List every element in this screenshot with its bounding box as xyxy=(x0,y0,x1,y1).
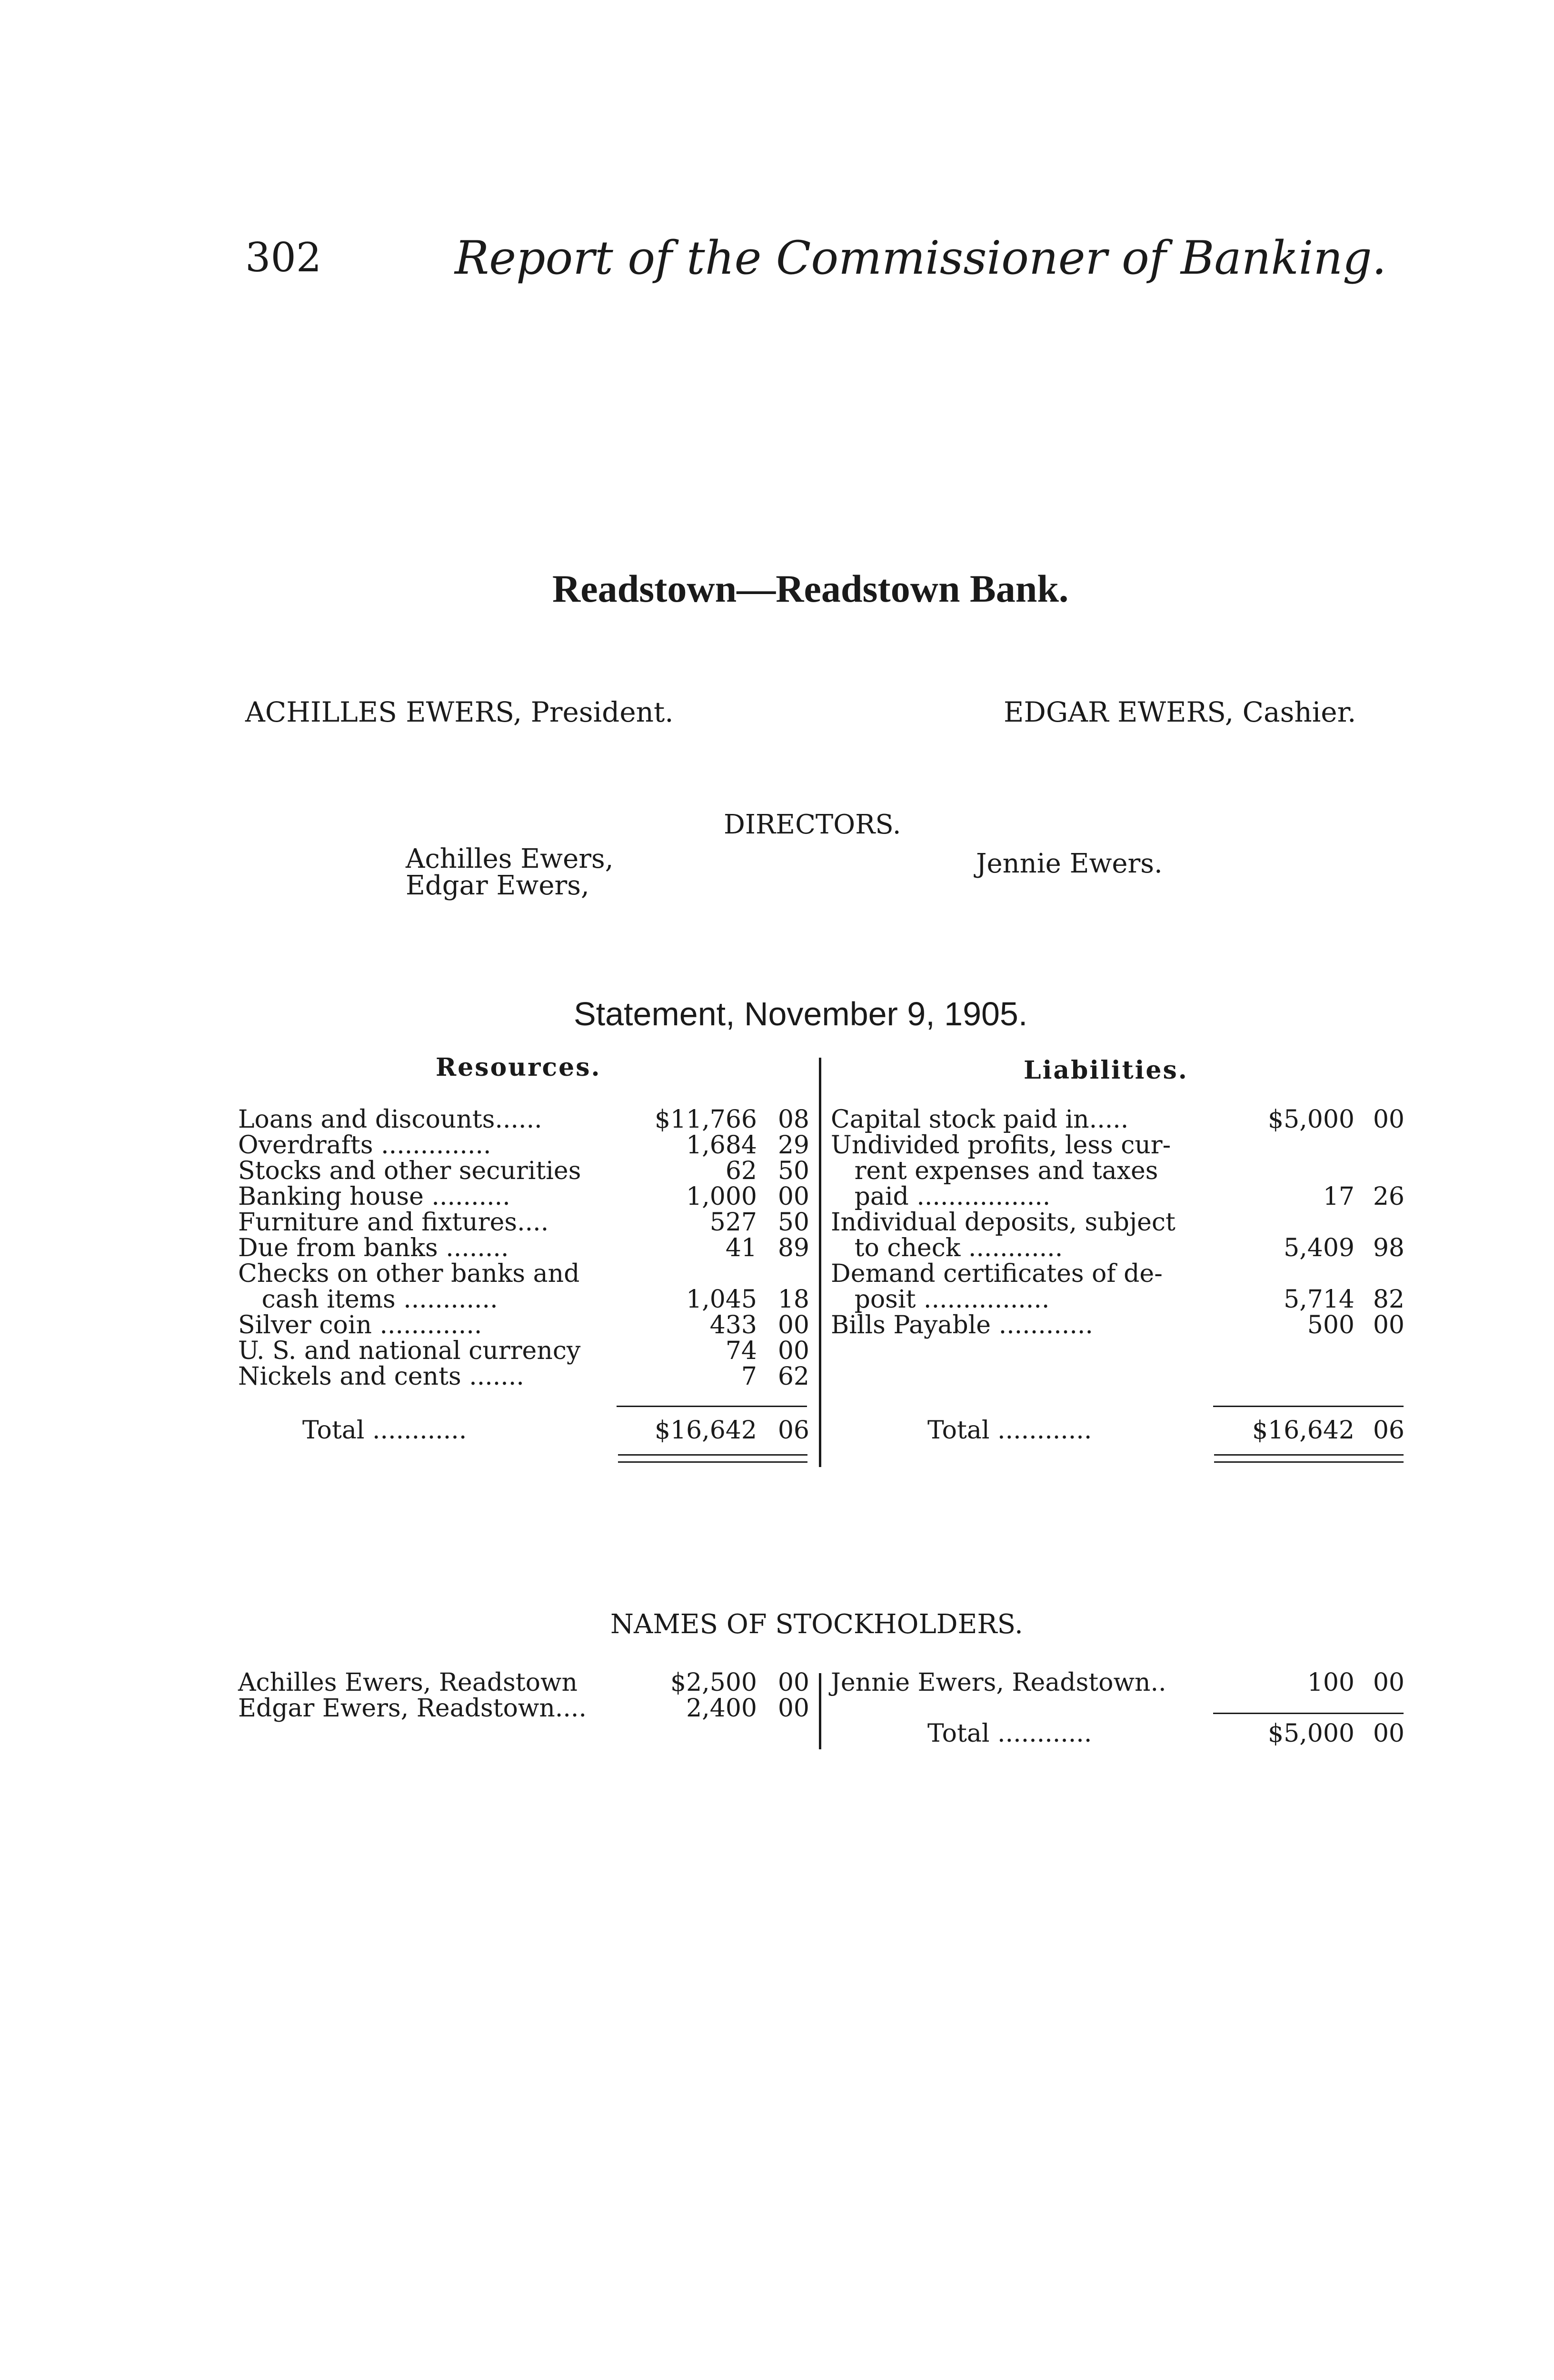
row-dollars: 17 xyxy=(1323,1182,1355,1211)
resources-total-dollars: $16,642 xyxy=(654,1416,757,1445)
row-cents: 00 xyxy=(1373,1105,1405,1134)
resources-total-label: Total ............ xyxy=(302,1416,467,1445)
table-row xyxy=(831,1210,1407,1235)
row-dollars: 1,045 xyxy=(686,1285,757,1314)
row-label: Banking house .......... xyxy=(238,1182,510,1211)
liabilities-heading: Liabilities. xyxy=(1024,1056,1188,1085)
column-divider xyxy=(819,1058,821,1467)
row-label: Nickels and cents ....... xyxy=(238,1362,524,1391)
total-rule xyxy=(617,1406,807,1407)
table-row xyxy=(238,1338,814,1364)
row-label: rent expenses and taxes xyxy=(831,1157,1158,1185)
row-label: Undivided profits, less cur- xyxy=(831,1131,1171,1160)
row-label: Furniture and fixtures.... xyxy=(238,1208,549,1237)
row-label: Demand certificates of de- xyxy=(831,1259,1163,1288)
row-label: Silver coin ............. xyxy=(238,1311,482,1339)
row-dollars: 500 xyxy=(1307,1311,1355,1339)
table-row xyxy=(831,1287,1407,1312)
stockholder-name: Edgar Ewers, Readstown.... xyxy=(238,1694,587,1723)
row-label: Loans and discounts...... xyxy=(238,1105,542,1134)
row-dollars: $5,000 xyxy=(1268,1105,1355,1134)
cashier-line: EDGAR EWERS, Cashier. xyxy=(1004,696,1356,728)
row-dollars: 1,684 xyxy=(686,1131,757,1160)
stockholders-right xyxy=(831,1670,1407,1696)
row-cents: 50 xyxy=(777,1208,809,1237)
row-cents: 08 xyxy=(777,1105,809,1134)
stockholders-left xyxy=(238,1670,814,1721)
table-row xyxy=(831,1107,1407,1132)
row-dollars: 433 xyxy=(709,1311,757,1339)
row-cents: 00 xyxy=(777,1337,809,1365)
list-item xyxy=(831,1670,1407,1696)
statement-title: Statement, November 9, 1905. xyxy=(574,995,1028,1032)
row-cents: 00 xyxy=(777,1182,809,1211)
row-cents: 29 xyxy=(777,1131,809,1160)
total-rule xyxy=(1213,1406,1404,1407)
page-number: 302 xyxy=(245,234,322,281)
director-name: Edgar Ewers, xyxy=(406,870,589,901)
row-label: Checks on other banks and xyxy=(238,1259,580,1288)
row-cents: 00 xyxy=(1373,1311,1405,1339)
row-cents: 82 xyxy=(1373,1285,1405,1314)
table-row xyxy=(831,1261,1407,1287)
stockholder-dollars: 2,400 xyxy=(686,1694,757,1723)
table-row xyxy=(238,1312,814,1338)
row-cents: 62 xyxy=(777,1362,809,1391)
director-name: Jennie Ewers. xyxy=(976,848,1163,879)
stockholders-total-label: Total ............ xyxy=(927,1719,1092,1748)
stockholder-name: Achilles Ewers, Readstown xyxy=(238,1668,578,1697)
table-row xyxy=(238,1210,814,1235)
table-row xyxy=(238,1132,814,1158)
row-dollars: 7 xyxy=(741,1362,757,1391)
row-label: Overdrafts .............. xyxy=(238,1131,491,1160)
table-row xyxy=(238,1107,814,1132)
row-dollars: 1,000 xyxy=(686,1182,757,1211)
row-dollars: 62 xyxy=(725,1157,757,1185)
table-row xyxy=(238,1364,814,1389)
row-label: U. S. and national currency xyxy=(238,1337,581,1365)
column-divider xyxy=(819,1673,821,1749)
row-label: posit ................ xyxy=(831,1285,1050,1314)
stockholders-total-cents: 00 xyxy=(1373,1719,1405,1748)
stockholder-cents: 00 xyxy=(1373,1668,1405,1697)
row-cents: 89 xyxy=(777,1234,809,1262)
table-row xyxy=(238,1235,814,1261)
table-row xyxy=(831,1235,1407,1261)
row-label: cash items ............ xyxy=(238,1285,498,1314)
stockholder-cents: 00 xyxy=(777,1694,809,1723)
total-rule xyxy=(1213,1713,1404,1714)
directors-heading: DIRECTORS. xyxy=(724,809,901,840)
table-row xyxy=(238,1287,814,1312)
row-label: Bills Payable ............ xyxy=(831,1311,1093,1339)
row-cents: 18 xyxy=(777,1285,809,1314)
table-row xyxy=(831,1312,1407,1338)
liabilities-total-label: Total ............ xyxy=(927,1416,1092,1445)
president-line: ACHILLES EWERS, President. xyxy=(245,696,674,728)
row-dollars: 41 xyxy=(725,1234,757,1262)
resources-heading: Resources. xyxy=(436,1053,601,1082)
row-label: Capital stock paid in..... xyxy=(831,1105,1129,1134)
running-title: Report of the Commissioner of Banking. xyxy=(455,231,1387,285)
stockholder-name: Jennie Ewers, Readstown.. xyxy=(831,1668,1166,1697)
row-dollars: 5,409 xyxy=(1284,1234,1355,1262)
resources-table xyxy=(238,1107,814,1389)
list-item xyxy=(238,1696,814,1721)
stockholders-total-dollars: $5,000 xyxy=(1268,1719,1355,1748)
row-label: to check ............ xyxy=(831,1234,1063,1262)
row-cents: 98 xyxy=(1373,1234,1405,1262)
double-rule xyxy=(618,1454,807,1463)
row-label: Stocks and other securities xyxy=(238,1157,581,1185)
double-rule xyxy=(1214,1454,1404,1463)
liabilities-total-cents: 06 xyxy=(1373,1416,1405,1445)
row-dollars: 5,714 xyxy=(1284,1285,1355,1314)
stockholder-dollars: 100 xyxy=(1307,1668,1355,1697)
row-dollars: 74 xyxy=(725,1337,757,1365)
row-label: Individual deposits, subject xyxy=(831,1208,1175,1237)
list-item xyxy=(238,1670,814,1696)
row-label: Due from banks ........ xyxy=(238,1234,509,1262)
table-row xyxy=(238,1158,814,1184)
row-dollars: $11,766 xyxy=(654,1105,757,1134)
row-cents: 26 xyxy=(1373,1182,1405,1211)
table-row xyxy=(831,1132,1407,1158)
liabilities-table xyxy=(831,1107,1407,1338)
resources-total-cents: 06 xyxy=(777,1416,809,1445)
director-name: Achilles Ewers, xyxy=(406,843,614,874)
table-row xyxy=(238,1184,814,1210)
row-label: paid ................. xyxy=(831,1182,1051,1211)
bank-title: Readstown—Readstown Bank. xyxy=(552,567,1069,610)
stockholders-heading: NAMES OF STOCKHOLDERS. xyxy=(610,1609,1023,1640)
table-row xyxy=(238,1261,814,1287)
row-cents: 50 xyxy=(777,1157,809,1185)
table-row xyxy=(831,1184,1407,1210)
row-cents: 00 xyxy=(777,1311,809,1339)
stockholder-cents: 00 xyxy=(777,1668,809,1697)
liabilities-total-dollars: $16,642 xyxy=(1252,1416,1355,1445)
stockholder-dollars: $2,500 xyxy=(670,1668,757,1697)
table-row xyxy=(831,1158,1407,1184)
row-dollars: 527 xyxy=(709,1208,757,1237)
